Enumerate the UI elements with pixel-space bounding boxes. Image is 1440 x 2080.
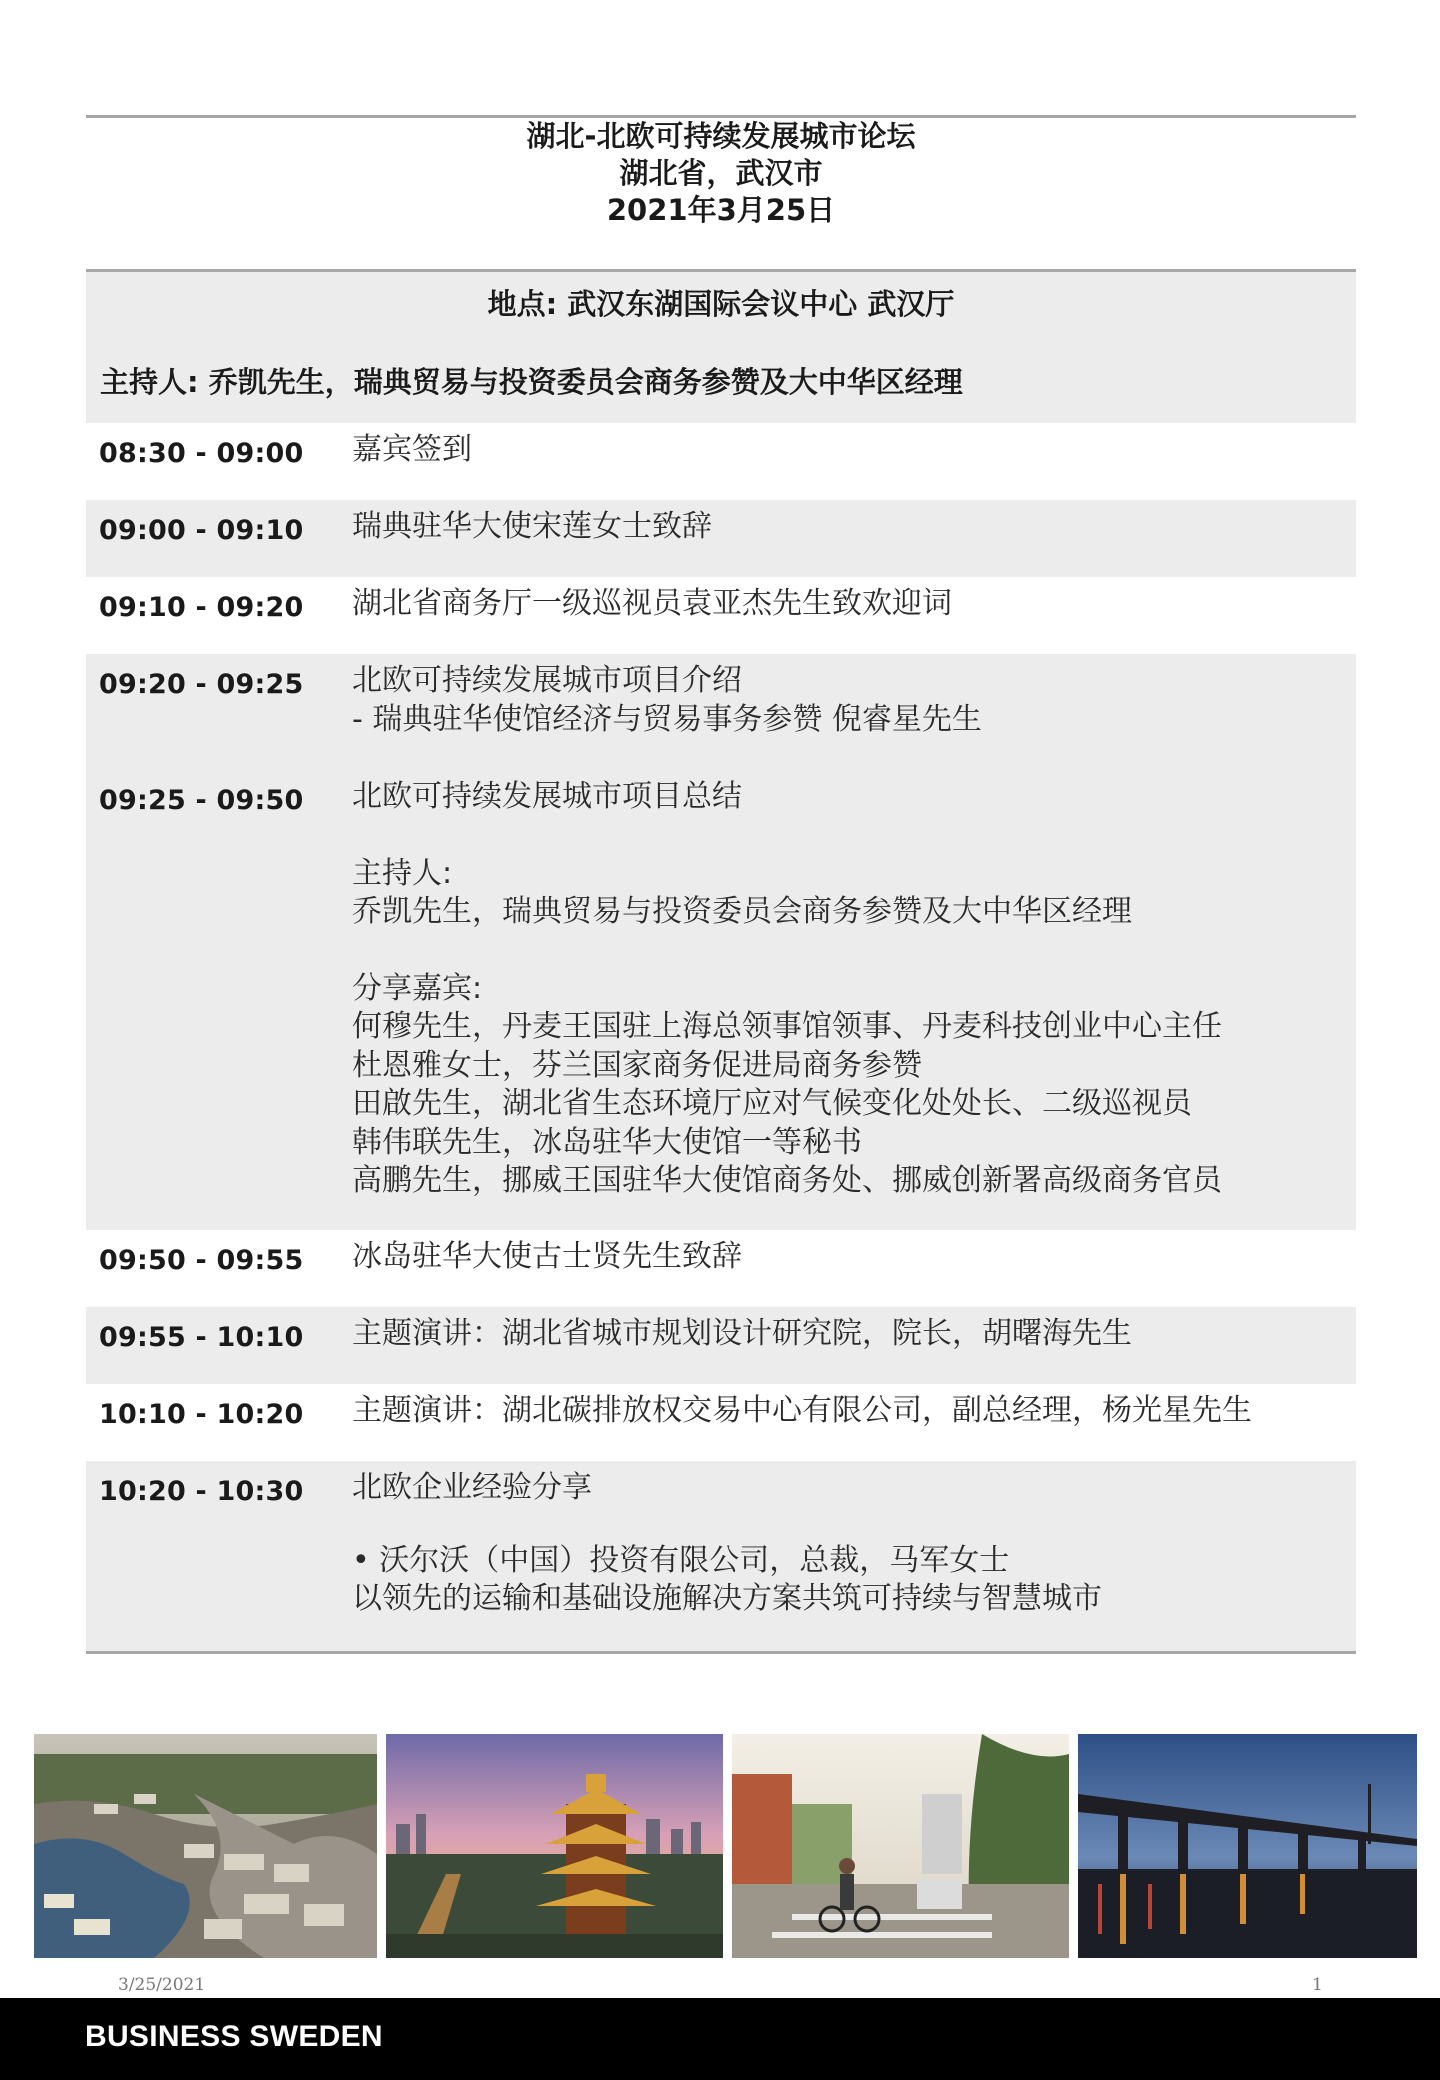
agenda-item	[352, 1392, 1352, 1431]
agenda-line: 主题演讲：湖北省城市规划设计研究院，院长，胡曙海先生	[352, 1316, 1132, 1351]
agenda-time: 10:20 - 10:30	[99, 1476, 304, 1507]
yellow-crane-tower-photo	[386, 1734, 723, 1958]
footer-bar	[0, 1998, 1440, 2080]
footer-date: 3/25/2021	[118, 1975, 206, 1995]
agenda-time: 08:30 - 09:00	[99, 438, 304, 469]
agenda-line: • 沃尔沃（中国）投资有限公司，总裁，马军女士	[352, 1542, 1010, 1578]
business-sweden-logo: BUSINESS SWEDEN	[85, 2020, 383, 2053]
agenda-row	[86, 1230, 1356, 1307]
page-number: 1	[1312, 1975, 1323, 1995]
agenda-item	[352, 431, 1352, 470]
agenda-line: 田啟先生，湖北省生态环境厅应对气候变化处处长、二级巡视员	[352, 1086, 1192, 1121]
agenda-line: 北欧可持续发展城市项目总结	[352, 779, 742, 814]
agenda-time: 09:50 - 09:55	[99, 1245, 304, 1276]
agenda-item	[352, 662, 1352, 739]
agenda-line: 北欧企业经验分享	[352, 1470, 592, 1505]
forum-title: 湖北-北欧可持续发展城市论坛	[526, 119, 916, 153]
agenda-line: 北欧可持续发展城市项目介绍	[352, 663, 742, 698]
agenda-time: 09:10 - 09:20	[99, 592, 304, 623]
forum-date: 2021年3月25日	[606, 193, 836, 227]
agenda-row	[86, 423, 1356, 500]
agenda-line: 湖北省商务厅一级巡视员袁亚杰先生致欢迎词	[352, 586, 952, 621]
agenda-item	[352, 1238, 1352, 1277]
agenda-item	[352, 585, 1352, 624]
agenda-time: 09:00 - 09:10	[99, 515, 304, 546]
agenda-line: 乔凯先生，瑞典贸易与投资委员会商务参赞及大中华区经理	[352, 894, 1132, 929]
agenda-line: - 瑞典驻华使馆经济与贸易事务参赞 倪睿星先生	[352, 701, 982, 737]
agenda-line: 韩伟联先生，冰岛驻华大使馆一等秘书	[352, 1124, 862, 1160]
agenda-line: 嘉宾签到	[352, 432, 472, 467]
agenda-row	[86, 1307, 1356, 1384]
venue-box	[86, 272, 1356, 423]
agenda-time: 09:20 - 09:25	[99, 669, 304, 700]
bottom-rule	[86, 1651, 1356, 1654]
agenda-time: 10:10 - 10:20	[99, 1399, 304, 1430]
agenda-item	[352, 508, 1352, 547]
agenda-line: 主题演讲：湖北碳排放权交易中心有限公司，副总经理，杨光星先生	[352, 1393, 1252, 1428]
agenda-row	[86, 1384, 1356, 1461]
agenda-line: 杜恩雅女士，芬兰国家商务促进局商务参赞	[352, 1047, 922, 1083]
agenda-line: 何穆先生，丹麦王国驻上海总领事馆领事、丹麦科技创业中心主任	[352, 1009, 1222, 1044]
agenda-line: 高鹏先生，挪威王国驻华大使馆商务处、挪威创新署高级商务官员	[352, 1163, 1222, 1198]
agenda-line: 瑞典驻华大使宋莲女士致辞	[352, 509, 712, 544]
host-text: 主持人: 乔凯先生，瑞典贸易与投资委员会商务参赞及大中华区经理	[100, 365, 963, 399]
agenda-item	[352, 1469, 1352, 1619]
agenda-item	[352, 1315, 1352, 1354]
agenda-row	[86, 1461, 1356, 1651]
agenda-line: 冰岛驻华大使古士贤先生致辞	[352, 1239, 742, 1274]
agenda-item	[352, 778, 1352, 1201]
forum-location: 湖北省，武汉市	[619, 156, 823, 190]
wuhan-bridge-night-photo	[1078, 1734, 1417, 1958]
agenda-row	[86, 500, 1356, 577]
agenda-time: 09:55 - 10:10	[99, 1322, 304, 1353]
agenda-line: 以领先的运输和基础设施解决方案共筑可持续与智慧城市	[352, 1581, 1102, 1616]
agenda-block	[86, 654, 1356, 1230]
agenda-header	[86, 118, 1356, 229]
venue-text: 地点: 武汉东湖国际会议中心 武汉厅	[487, 287, 955, 321]
agenda-line: 分享嘉宾:	[352, 970, 483, 1006]
agenda-time: 09:25 - 09:50	[99, 785, 304, 816]
agenda-row	[86, 577, 1356, 654]
agenda-line: 主持人:	[352, 855, 453, 891]
stockholm-aerial-photo	[34, 1734, 377, 1958]
city-cycling-photo	[732, 1734, 1069, 1958]
